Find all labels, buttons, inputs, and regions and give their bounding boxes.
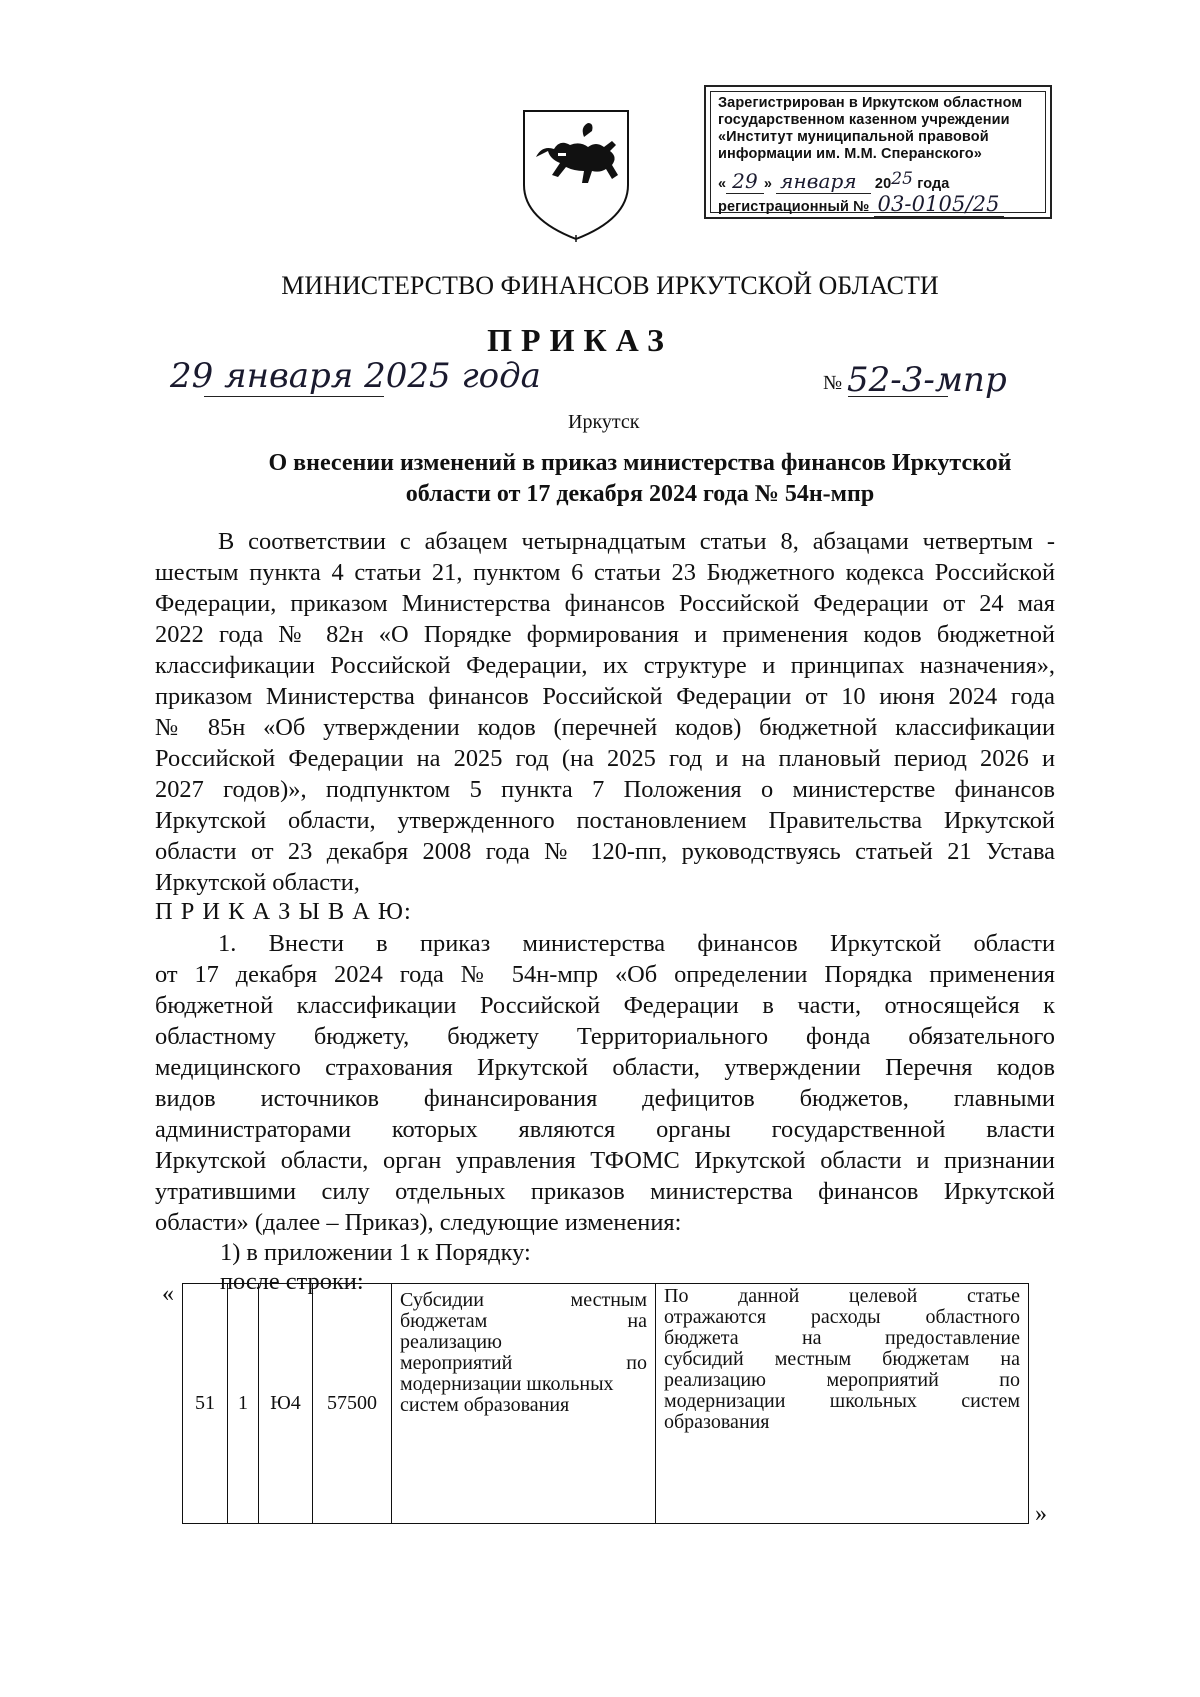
date-underline: [204, 396, 384, 397]
heading-line-2: области от 17 декабря 2024 года № 54н-мпр: [405, 481, 875, 507]
table-close-quote: »: [1035, 1501, 1047, 1527]
stamp-day-handwritten: 29: [726, 169, 764, 194]
item1-line-8: Иркутской области, орган управления ТФОМС Иркутской области и признании: [155, 1147, 1055, 1174]
expense-name-line-6: систем образования: [400, 1394, 570, 1416]
expense-name-line-4: мероприятий по: [400, 1352, 647, 1374]
document-heading: [140, 448, 1140, 510]
preamble-line-6: приказом Министерства финансов Российской Федерации от 10 июня 2024 года: [155, 683, 1055, 710]
document-type-title: ПРИКАЗ: [487, 322, 673, 358]
stamp-year-word: года: [917, 176, 950, 192]
stamp-date-line: [718, 169, 949, 193]
item1-line-6: видов источников финансирования дефицитов бюджетов, главными: [155, 1085, 1055, 1112]
order-date-handwritten: 29 января 2025 года: [170, 356, 541, 396]
cell-expense-description: [656, 1284, 1029, 1524]
city-name: Иркутск: [568, 411, 640, 433]
description-line-1: По данной целевой статье: [664, 1285, 1020, 1307]
order-directive-word: П Р И К А З Ы В А Ю:: [155, 898, 412, 925]
item1-line-7: администраторами которых являются органы государственной власти: [155, 1116, 1055, 1143]
preamble-line-11: области от 23 декабря 2008 года № 120-пп, руководствуясь статьей 21 Устава: [155, 838, 1055, 865]
item1-line-1: 1. Внести в приказ министерства финансов Иркутской области: [218, 930, 1055, 957]
expense-name-line-1: Субсидии местным: [400, 1289, 647, 1311]
description-line-2: отражаются расходы областного: [664, 1306, 1020, 1328]
stamp-year-handwritten: 25: [891, 169, 914, 189]
table-open-quote: «: [162, 1281, 174, 1307]
preamble-line-8: Российской Федерации на 2025 год (на 2025 год и на плановый период 2026 и: [155, 745, 1055, 772]
stamp-day-open-quote: «: [718, 176, 727, 192]
description-line-3: бюджета на предоставление: [664, 1327, 1020, 1349]
expense-name-line-5: модернизации школьных: [400, 1373, 614, 1395]
budget-code-table: [182, 1283, 1029, 1524]
preamble-line-4: 2022 года № 82н «О Порядке формирования и применения кодов бюджетной: [155, 621, 1055, 648]
after-row-label: после строки:: [220, 1268, 364, 1295]
preamble-line-10: Иркутской области, утвержденного постановлением Правительства Иркутской: [155, 807, 1055, 834]
item1-line-9: утратившими силу отдельных приказов министерства финансов Иркутской: [155, 1178, 1055, 1205]
stamp-line-3: «Институт муниципальной правовой: [718, 129, 989, 145]
number-underline: [848, 396, 948, 397]
stamp-reg-label: регистрационный №: [718, 199, 870, 215]
item1-line-3: бюджетной классификации Российской Федерации в части, относящейся к: [155, 992, 1055, 1019]
stamp-day-close-quote: »: [763, 176, 772, 192]
stamp-month-handwritten: января: [776, 169, 871, 194]
subitem-1: 1) в приложении 1 к Порядку:: [220, 1239, 531, 1266]
cell-code-1: 51: [183, 1284, 228, 1524]
stamp-reg-number-handwritten: 03-0105/25: [874, 192, 1004, 217]
item1-line-2: от 17 декабря 2024 года № 54н-мпр «Об определении Порядка применения: [155, 961, 1055, 988]
description-line-6: модернизации школьных систем: [664, 1390, 1020, 1412]
table-row: [183, 1284, 1029, 1524]
description-line-7: образования: [664, 1411, 770, 1433]
stamp-year-printed: 20: [874, 176, 892, 192]
item1-line-4: областному бюджету, бюджету Территориального фонда обязательного: [155, 1023, 1055, 1050]
item1-line-10: области» (далее – Приказ), следующие изменения:: [155, 1209, 682, 1236]
ministry-name: МИНИСТЕРСТВО ФИНАНСОВ ИРКУТСКОЙ ОБЛАСТИ: [281, 271, 939, 300]
registration-stamp: [704, 85, 1052, 219]
stamp-reg-line: [718, 192, 1004, 216]
description-line-5: реализацию мероприятий по: [664, 1369, 1020, 1391]
preamble-line-1: В соответствии с абзацем четырнадцатым статьи 8, абзацами четвертым -: [218, 528, 1055, 555]
cell-expense-name: [392, 1284, 656, 1524]
order-number-handwritten: 52-3-мпр: [847, 360, 1007, 400]
cell-code-4: 57500: [313, 1284, 392, 1524]
stamp-line-2: государственном казенном учреждении: [718, 112, 1010, 128]
heading-line-1: О внесении изменений в приказ министерства финансов Иркутской: [268, 450, 1012, 476]
irkutsk-coat-of-arms-icon: [520, 107, 632, 243]
stamp-line-1: Зарегистрирован в Иркутском областном: [718, 95, 1023, 111]
preamble-line-12: Иркутской области,: [155, 869, 360, 896]
stamp-line-4: информации им. М.М. Сперанского»: [718, 146, 982, 162]
preamble-line-2: шестым пункта 4 статьи 21, пунктом 6 статьи 23 Бюджетного кодекса Российской: [155, 559, 1055, 586]
preamble-line-5: классификации Российской Федерации, их структуре и принципах назначения»,: [155, 652, 1055, 679]
cell-code-2: 1: [228, 1284, 259, 1524]
preamble-line-9: 2027 годов)», подпунктом 5 пункта 7 Положения о министерстве финансов: [155, 776, 1055, 803]
expense-name-line-2: бюджетам на: [400, 1310, 647, 1332]
description-line-4: субсидий местным бюджетам на: [664, 1348, 1020, 1370]
preamble-line-3: Федерации, приказом Министерства финансов Российской Федерации от 24 мая: [155, 590, 1055, 617]
item1-line-5: медицинского страхования Иркутской области, утверждении Перечня кодов: [155, 1054, 1055, 1081]
cell-code-3: Ю4: [259, 1284, 313, 1524]
order-number-label: №: [823, 372, 843, 394]
expense-name-line-3: реализацию: [400, 1331, 502, 1353]
preamble-line-7: № 85н «Об утверждении кодов (перечней кодов) бюджетной классификации: [155, 714, 1055, 741]
